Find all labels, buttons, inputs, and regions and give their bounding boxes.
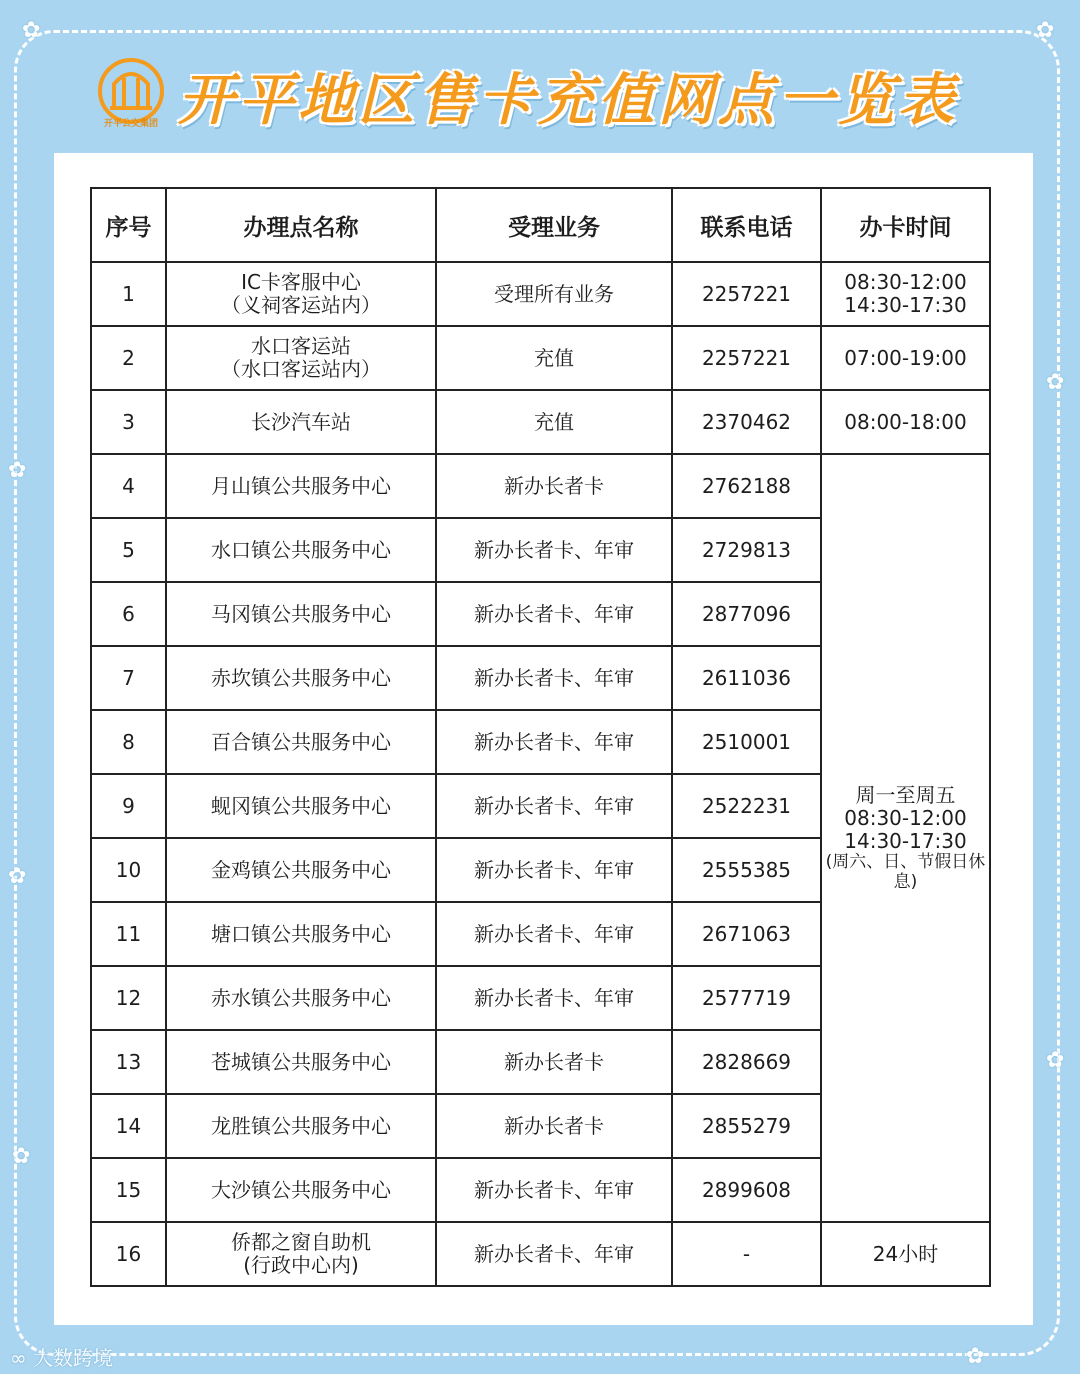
- phone-cell: 2555385: [672, 838, 821, 902]
- header: [0, 0, 1080, 150]
- row-number: 15: [91, 1158, 166, 1222]
- bead-ornament-icon: ✿: [8, 864, 27, 889]
- service-cell: 新办长者卡、年审: [436, 1222, 672, 1286]
- row-number: 2: [91, 326, 166, 390]
- hours-cell: 07:00-19:00: [821, 326, 990, 390]
- row-number: 5: [91, 518, 166, 582]
- service-cell: 新办长者卡、年审: [436, 1158, 672, 1222]
- service-cell: 新办长者卡、年审: [436, 902, 672, 966]
- column-header: 办卡时间: [821, 188, 990, 262]
- outlet-name: 苍城镇公共服务中心: [166, 1030, 436, 1094]
- service-cell: 新办长者卡: [436, 1094, 672, 1158]
- page-title: 开平地区售卡充值网点一览表: [178, 68, 958, 133]
- service-cell: 新办长者卡、年审: [436, 582, 672, 646]
- row-number: 1: [91, 262, 166, 326]
- hours-afternoon: 14:30-17:30: [844, 828, 967, 853]
- service-cell: 新办长者卡: [436, 454, 672, 518]
- outlet-name: 长沙汽车站: [166, 390, 436, 454]
- table-row: [91, 262, 990, 326]
- service-cell: 新办长者卡、年审: [436, 966, 672, 1030]
- row-number: 12: [91, 966, 166, 1030]
- phone-cell: 2510001: [672, 710, 821, 774]
- hours-cell: 08:00-18:00: [821, 390, 990, 454]
- outlet-name: IC卡客服中心 （义祠客运站内）: [166, 262, 436, 326]
- bead-ornament-icon: ✿: [12, 1144, 31, 1169]
- logo-caption: 开平公交集团: [103, 119, 158, 129]
- row-number: 7: [91, 646, 166, 710]
- table-header-row: [91, 188, 990, 262]
- row-number: 8: [91, 710, 166, 774]
- phone-cell: 2762188: [672, 454, 821, 518]
- phone-cell: 2370462: [672, 390, 821, 454]
- phone-cell: 2899608: [672, 1158, 821, 1222]
- watermark-logo-icon: ∞: [10, 1346, 34, 1370]
- column-header: 办理点名称: [166, 188, 436, 262]
- row-number: 6: [91, 582, 166, 646]
- table-row: [91, 390, 990, 454]
- row-number: 10: [91, 838, 166, 902]
- row-number: 13: [91, 1030, 166, 1094]
- phone-cell: 2877096: [672, 582, 821, 646]
- table-row: [91, 326, 990, 390]
- phone-cell: 2828669: [672, 1030, 821, 1094]
- phone-cell: 2257221: [672, 262, 821, 326]
- service-cell: 新办长者卡、年审: [436, 518, 672, 582]
- outlet-name: 龙胜镇公共服务中心: [166, 1094, 436, 1158]
- hours-days: 周一至周五: [855, 782, 956, 807]
- service-cell: 新办长者卡、年审: [436, 838, 672, 902]
- service-cell: 受理所有业务: [436, 262, 672, 326]
- row-number: 14: [91, 1094, 166, 1158]
- bead-ornament-icon: ✿: [1036, 18, 1055, 43]
- bead-ornament-icon: ✿: [1046, 1048, 1065, 1073]
- outlet-name: 月山镇公共服务中心: [166, 454, 436, 518]
- row-number: 4: [91, 454, 166, 518]
- outlet-table: [90, 187, 991, 1287]
- phone-cell: 2577719: [672, 966, 821, 1030]
- service-cell: 新办长者卡、年审: [436, 646, 672, 710]
- outlet-name: 水口镇公共服务中心: [166, 518, 436, 582]
- outlet-name: 侨都之窗自助机 (行政中心内): [166, 1222, 436, 1286]
- watermark-text: 大数跨境: [33, 1346, 114, 1370]
- bead-ornament-icon: ✿: [966, 1344, 985, 1369]
- hours-closed-note: (周六、日、节假日休息): [825, 851, 986, 892]
- hours-cell: 24小时: [821, 1222, 990, 1286]
- outlet-name: 蚬冈镇公共服务中心: [166, 774, 436, 838]
- phone-cell: -: [672, 1222, 821, 1286]
- bead-ornament-icon: ✿: [8, 458, 27, 483]
- outlet-name: 百合镇公共服务中心: [166, 710, 436, 774]
- row-number: 16: [91, 1222, 166, 1286]
- service-cell: 充值: [436, 390, 672, 454]
- outlet-name: 赤坎镇公共服务中心: [166, 646, 436, 710]
- bead-ornament-icon: ✿: [22, 18, 41, 43]
- phone-cell: 2257221: [672, 326, 821, 390]
- row-number: 11: [91, 902, 166, 966]
- hours-cell: 08:30-12:00 14:30-17:30: [821, 262, 990, 326]
- outlet-name: 大沙镇公共服务中心: [166, 1158, 436, 1222]
- outlet-name: 马冈镇公共服务中心: [166, 582, 436, 646]
- row-number: 9: [91, 774, 166, 838]
- phone-cell: 2611036: [672, 646, 821, 710]
- hours-morning: 08:30-12:00: [844, 805, 967, 830]
- column-header: 受理业务: [436, 188, 672, 262]
- phone-cell: 2729813: [672, 518, 821, 582]
- phone-cell: 2671063: [672, 902, 821, 966]
- phone-cell: 2522231: [672, 774, 821, 838]
- outlet-name: 水口客运站 （水口客运站内）: [166, 326, 436, 390]
- outlet-name: 塘口镇公共服务中心: [166, 902, 436, 966]
- service-cell: 充值: [436, 326, 672, 390]
- table-row: [91, 454, 990, 518]
- outlet-name: 金鸡镇公共服务中心: [166, 838, 436, 902]
- weekday-hours-cell: [821, 454, 990, 1222]
- service-cell: 新办长者卡、年审: [436, 774, 672, 838]
- watermark: [10, 1342, 113, 1371]
- phone-cell: 2855279: [672, 1094, 821, 1158]
- table-row: [91, 1222, 990, 1286]
- column-header: 联系电话: [672, 188, 821, 262]
- bead-ornament-icon: ✿: [1046, 370, 1065, 395]
- outlet-name: 赤水镇公共服务中心: [166, 966, 436, 1030]
- column-header: 序号: [91, 188, 166, 262]
- service-cell: 新办长者卡、年审: [436, 710, 672, 774]
- service-cell: 新办长者卡: [436, 1030, 672, 1094]
- row-number: 3: [91, 390, 166, 454]
